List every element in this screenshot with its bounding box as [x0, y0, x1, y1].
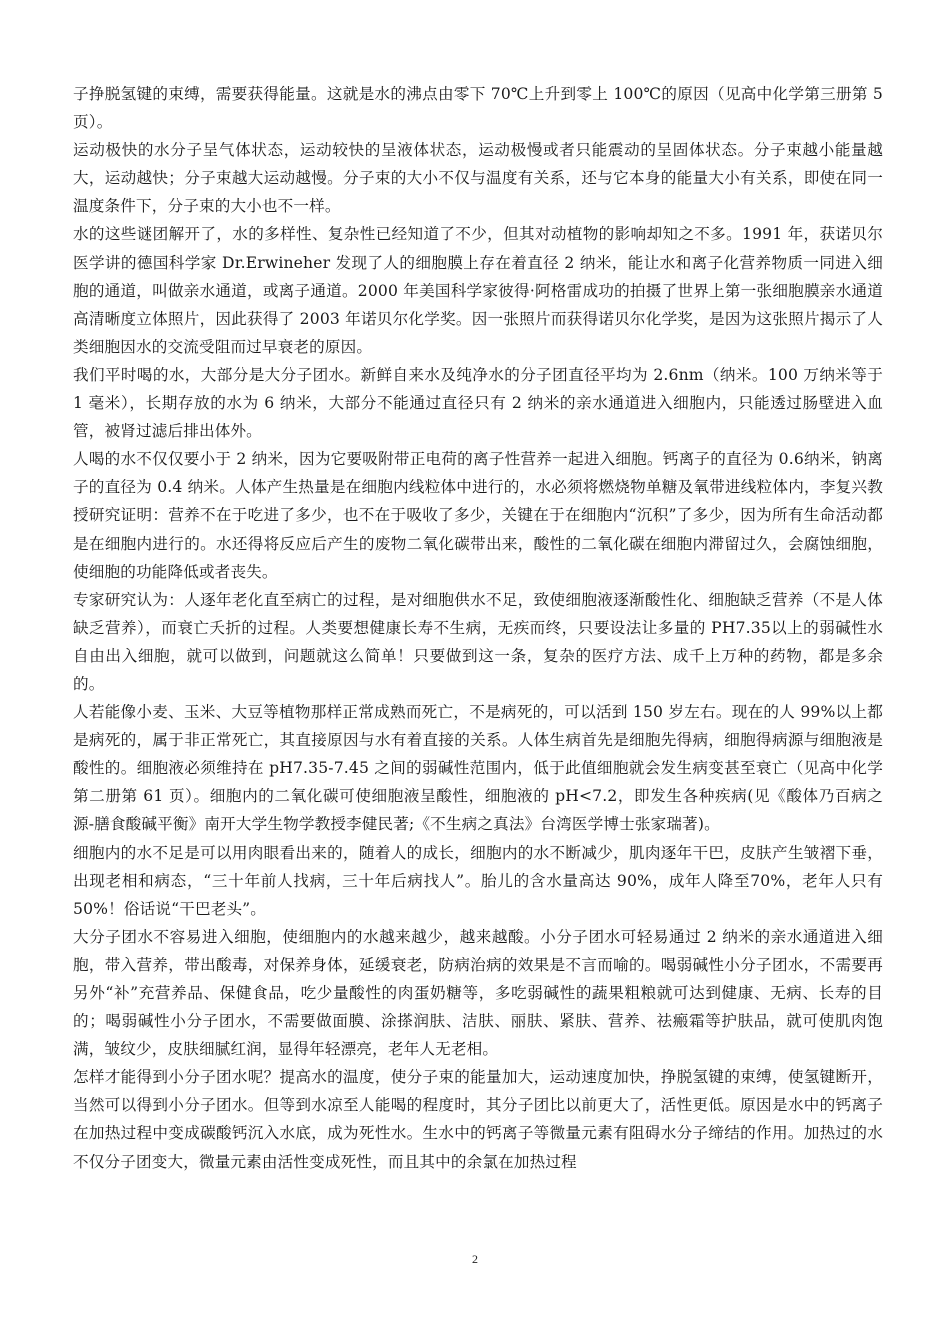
paragraph: 大分子团水不容易进入细胞，使细胞内的水越来越少，越来越酸。小分子团水可轻易通过 2 纳米的亲水通道进入细胞，带入营养，带出酸毒，对保养身体，延缓衰老，防病治病的效果是不言而喻的。喝弱碱性小分子团水，不需要再另外“补”充营养品、保健食品，吃少量酸性的肉蛋奶糖等，多吃弱碱性的蔬果粗粮就可达到健康、无病、长寿的目的；喝弱碱性小分子团水，不需要做面膜、涂搽润肤、洁肤、丽肤、紧肤、营养、祛瘢霜等护肤品，就可使肌肉饱满，皱纹少，皮肤细腻红润，显得年轻漂亮，老年人无老相。 — [73, 927, 883, 1059]
paragraph: 子挣脱氢键的束缚，需要获得能量。这就是水的沸点由零下 70℃上升到零上 100℃的原因（见高中化学第三册第 5 页）。 — [73, 85, 883, 132]
paragraph: 我们平时喝的水，大部分是大分子团水。新鲜自来水及纯净水的分子团直径平均为 2.6nm（纳米。100 万纳米等于 1 毫米），长期存放的水为 6 纳米，大部分不能通过直径只有 2 纳米的亲水通道进入细胞内，只能透过肠壁进入血管，被肾过滤后排出体外。 — [73, 365, 883, 441]
document-body — [73, 80, 883, 1176]
paragraph: 怎样才能得到小分子团水呢？提高水的温度，使分子束的能量加大，运动速度加快，挣脱氢键的束缚，使氢键断开，当然可以得到小分子团水。但等到水凉至人能喝的程度时，其分子团比以前更大了，活性更低。原因是水中的钙离子在加热过程中变成碳酸钙沉入水底，成为死性水。生水中的钙离子等微量元素有阻碍水分子缔结的作用。加热过的水不仅分子团变大，微量元素由活性变成死性，而且其中的余氯在加热过程 — [73, 1068, 883, 1171]
page-number: 2 — [472, 1252, 478, 1266]
paragraph: 细胞内的水不足是可以用肉眼看出来的，随着人的成长，细胞内的水不断减少，肌肉逐年干巴，皮肤产生皱褶下垂，出现老相和病态，“三十年前人找病，三十年后病找人”。胎儿的含水量高达 90%，成年人降至70%，老年人只有 50%！俗话说“干巴老头”。 — [73, 843, 883, 918]
paragraph: 运动极快的水分子呈气体状态，运动较快的呈液体状态，运动极慢或者只能震动的呈固体状态。分子束越小能量越大，运动越快；分子束越大运动越慢。分子束的大小不仅与温度有关系，还与它本身的能量大小有关系，即使在同一温度条件下，分子束的大小也不一样。 — [73, 141, 883, 216]
paragraph: 人喝的水不仅仅要小于 2 纳米，因为它要吸附带正电荷的离子性营养一起进入细胞。钙离子的直径为 0.6纳米，钠离子的直径为 0.4 纳米。人体产生热量是在细胞内线粒体中进行的，水必须将燃烧物单糖及氧带进线粒体内，李复兴教授研究证明：营养不在于吃进了多少，也不在于吸收了多少，关键在于在细胞内“沉积”了多少，因为所有生命活动都是在细胞内进行的。水还得将反应后产生的废物二氧化碳带出来，酸性的二氧化碳在细胞内滞留过久，会腐蚀细胞，使细胞的功能降低或者丧失。 — [73, 450, 883, 581]
paragraph: 专家研究认为：人逐年老化直至病亡的过程，是对细胞供水不足，致使细胞液逐渐酸性化、细胞缺乏营养（不是人体缺乏营养），而衰亡夭折的过程。人类要想健康长寿不生病，无疾而终，只要设法让多量的 PH7.35以上的弱碱性水自由出入细胞，就可以做到，问题就这么简单！只要做到这一条，复杂的医疗方法、成千上万种的药物，都是多余的。 — [73, 590, 883, 693]
paragraph: 水的这些谜团解开了，水的多样性、复杂性已经知道了不少，但其对动植物的影响却知之不多。1991 年，获诺贝尔医学讲的德国科学家 Dr.Erwineher 发现了人的细胞膜上存在着直径 2 纳米，能让水和离子化营养物质一同进入细胞的通道，叫做亲水通道，或离子通道。2000 年美国科学家彼得·阿格雷成功的拍摄了世界上第一张细胞膜亲水通道高清晰度立体照片，因此获得了 2003 年诺贝尔化学奖。因一张照片而获得诺贝尔化学奖，是因为这张照片揭示了人类细胞因水的交流受阻而过早衰老的原因。 — [73, 225, 883, 356]
paragraph: 人若能像小麦、玉米、大豆等植物那样正常成熟而死亡，不是病死的，可以活到 150 岁左右。现在的人 99%以上都是病死的，属于非正常死亡，其直接原因与水有着直接的关系。人体生病首先是细胞先得病，细胞得病源与细胞液是酸性的。细胞液必须维持在 pH7.35-7.45 之间的弱碱性范围内，低于此值细胞就会发生病变甚至衰亡（见高中化学第二册第 61 页）。细胞内的二氧化碳可使细胞液呈酸性，细胞液的 pH<7.2，即发生各种疾病(见《酸体乃百病之源-膳食酸碱平衡》南开大学生物学教授李健民著;《不生病之真法》台湾医学博士张家瑞著)。 — [73, 703, 883, 834]
